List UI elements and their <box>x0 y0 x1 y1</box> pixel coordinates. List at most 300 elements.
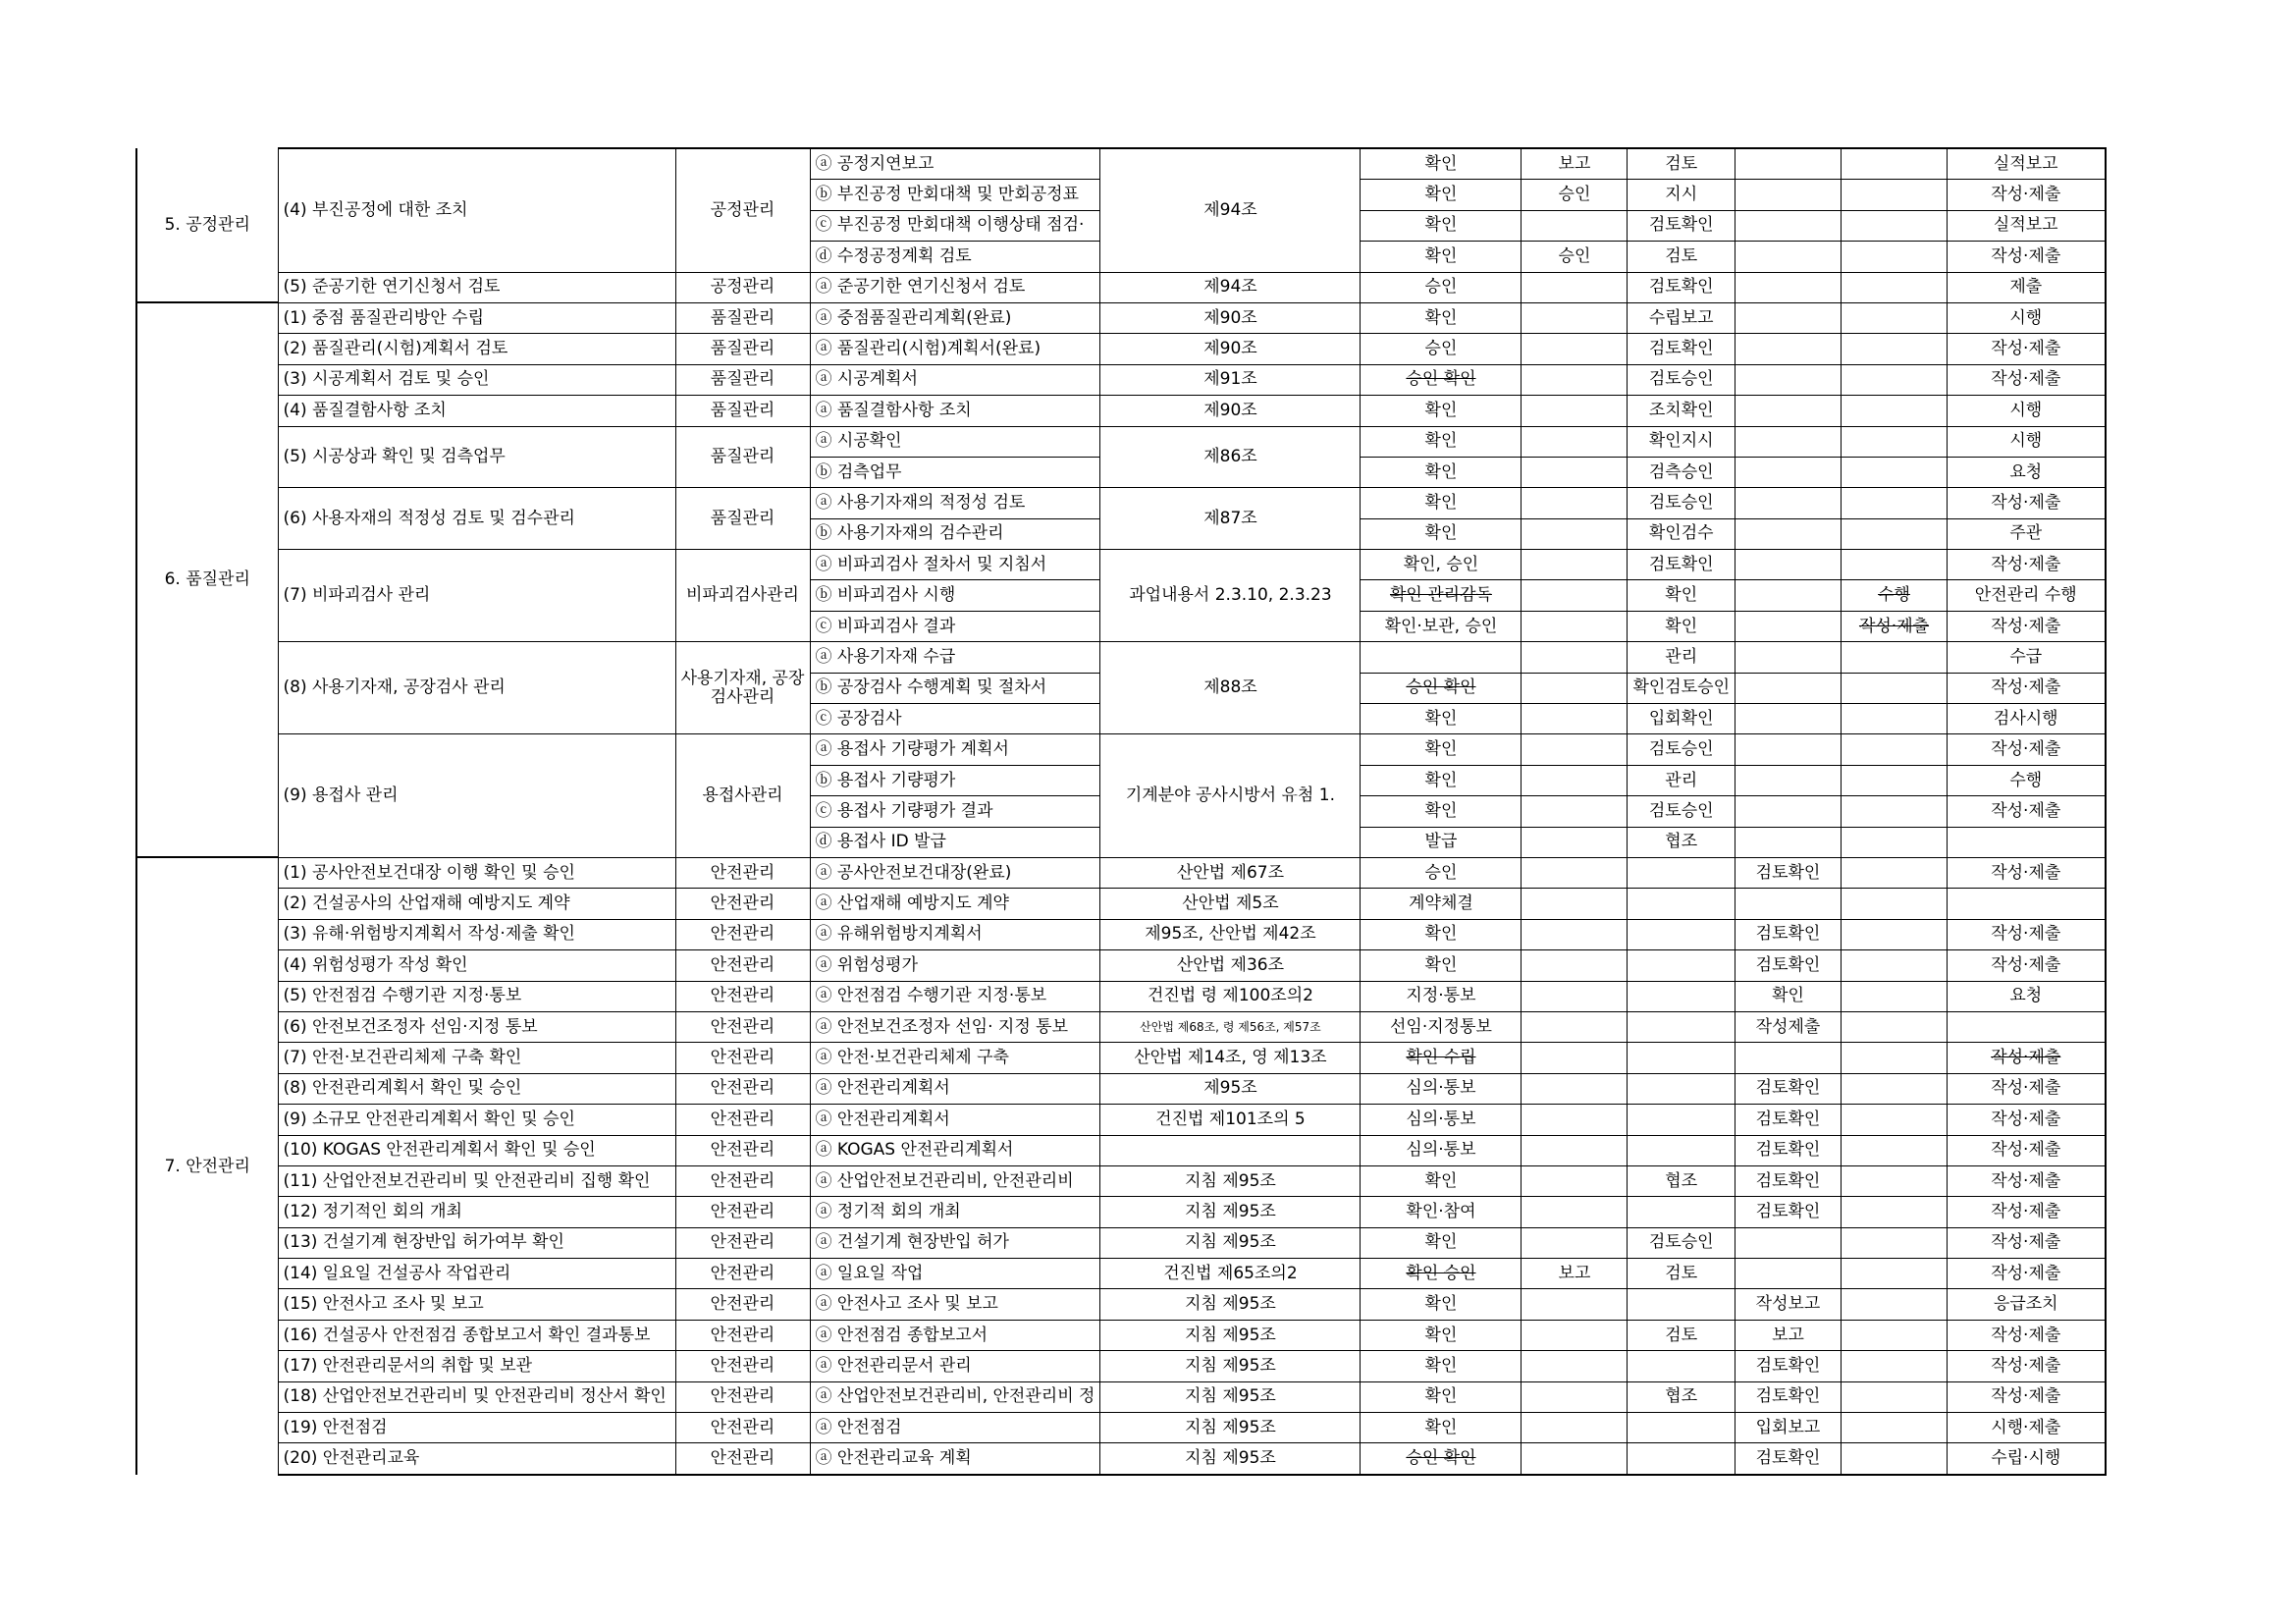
role-s6: 작성·제출 <box>1991 369 2061 390</box>
role-cell <box>1361 148 1522 180</box>
role-cell <box>1842 827 1948 857</box>
dept-cell: 용접사관리 <box>675 734 810 858</box>
role-cell <box>1948 1351 2106 1381</box>
role-s4: 검토확인 <box>1755 1355 1821 1376</box>
dept-cell: 안전관리 <box>675 889 810 919</box>
role-cell <box>1628 1413 1735 1443</box>
role-cell <box>1948 488 2106 518</box>
role-cell <box>1628 518 1735 549</box>
document-cell: ⓐ 정기적 회의 개최 <box>810 1197 1100 1227</box>
role-cell <box>1522 1351 1628 1381</box>
role-s4: 검토확인 <box>1755 1078 1821 1099</box>
role-cell <box>1948 334 2106 364</box>
role-cell <box>1735 1351 1842 1381</box>
role-cell <box>1735 673 1842 703</box>
table-row <box>136 1381 2106 1412</box>
table-row <box>136 1413 2106 1443</box>
role-cell <box>1735 518 1842 549</box>
document-cell: ⓐ 안전관리문서 관리 <box>810 1351 1100 1381</box>
role-cell <box>1628 302 1735 333</box>
role-cell <box>1522 334 1628 364</box>
role-cell <box>1842 364 1948 395</box>
role-s4: 보고 <box>1772 1325 1804 1345</box>
role-cell <box>1842 919 1948 949</box>
role-cell <box>1948 1135 2106 1165</box>
task-cell: (5) 준공기한 연기신청서 검토 <box>278 272 675 302</box>
role-cell <box>1735 642 1842 673</box>
dept-cell: 안전관리 <box>675 1165 810 1196</box>
dept-cell: 품질관리 <box>675 302 810 333</box>
role-cell <box>1628 611 1735 641</box>
role-cell <box>1842 1135 1948 1165</box>
role-s4: 입회보고 <box>1755 1417 1821 1437</box>
role-s3: 수립보고 <box>1648 307 1714 328</box>
role-cell <box>1842 210 1948 241</box>
regulation-cell: 산안법 제68조, 령 제56조, 제57조 <box>1100 1011 1361 1042</box>
document-cell: ⓐ 안전관리계획서 <box>810 1105 1100 1135</box>
role-cell <box>1361 673 1522 703</box>
role-cell <box>1948 457 2106 487</box>
role-cell <box>1842 334 1948 364</box>
document-cell: ⓐ 용접사 기량평가 계획서 <box>810 734 1100 765</box>
role-cell <box>1948 919 2106 949</box>
role-cell <box>1948 1413 2106 1443</box>
role-cell <box>1948 580 2106 611</box>
category-cell: 7. 안전관리 <box>136 857 278 1474</box>
role-s3: 지시 <box>1665 185 1698 205</box>
role-s6: 작성·제출 <box>1991 1355 2061 1376</box>
role-cell <box>1628 1227 1735 1258</box>
role-s3: 관리 <box>1665 770 1698 790</box>
role-cell <box>1842 580 1948 611</box>
document-cell: ⓐ 중점품질관리계획(완료) <box>810 302 1100 333</box>
role-s6: 작성·제출 <box>1991 1325 2061 1345</box>
role-s1: 확인·보관, 승인 <box>1384 616 1498 636</box>
role-s6: 시행·제출 <box>1991 1417 2061 1437</box>
document-cell: ⓐ 사용기자재의 적정성 검토 <box>810 488 1100 518</box>
role-s1: 승인 <box>1424 339 1458 359</box>
role-cell <box>1522 148 1628 180</box>
role-s3: 확인검수 <box>1648 523 1714 544</box>
role-cell <box>1948 673 2106 703</box>
role-cell <box>1361 1351 1522 1381</box>
role-s6: 작성·제출 <box>1991 1109 2061 1129</box>
role-cell <box>1361 704 1522 734</box>
role-cell <box>1522 1105 1628 1135</box>
role-cell <box>1628 242 1735 272</box>
role-cell <box>1628 1011 1735 1042</box>
document-cell: ⓑ 사용기자재의 검수관리 <box>810 518 1100 549</box>
table-row <box>136 981 2106 1011</box>
task-cell: (13) 건설기계 현장반입 허가여부 확인 <box>278 1227 675 1258</box>
role-s1: 확인 <box>1424 1170 1458 1191</box>
regulation-cell: 지침 제95조 <box>1100 1165 1361 1196</box>
role-cell <box>1842 1259 1948 1289</box>
dept-cell: 안전관리 <box>675 981 810 1011</box>
role-cell <box>1361 1443 1522 1475</box>
role-s1: 확인 <box>1424 492 1458 513</box>
regulation-cell: 제95조, 산안법 제42조 <box>1100 919 1361 949</box>
role-cell <box>1361 734 1522 765</box>
responsibility-matrix-table <box>135 147 2107 1476</box>
role-cell <box>1842 302 1948 333</box>
regulation-cell: 지침 제95조 <box>1100 1197 1361 1227</box>
table-body <box>136 148 2106 1475</box>
role-cell <box>1628 642 1735 673</box>
role-cell <box>1842 1105 1948 1135</box>
role-cell <box>1842 1381 1948 1412</box>
dept-cell: 품질관리 <box>675 488 810 550</box>
role-cell <box>1842 611 1948 641</box>
role-s6: 작성·제출 <box>1991 954 2061 975</box>
document-cell: ⓐ 공사안전보건대장(완료) <box>810 857 1100 888</box>
role-cell <box>1522 1381 1628 1412</box>
document-cell: ⓐ 안전보건조정자 선임· 지정 통보 <box>810 1011 1100 1042</box>
role-cell <box>1361 642 1522 673</box>
regulation-cell: 건진법 제65조의2 <box>1100 1259 1361 1289</box>
role-s6: 작성·제출 <box>1991 185 2061 205</box>
role-cell <box>1361 981 1522 1011</box>
role-cell <box>1522 673 1628 703</box>
role-s6: 작성·제출 <box>1991 1201 2061 1221</box>
role-s6: 요청 <box>2009 986 2043 1006</box>
role-cell <box>1522 1197 1628 1227</box>
role-cell <box>1735 704 1842 734</box>
role-s1: 확인 <box>1424 431 1458 452</box>
table-row <box>136 1165 2106 1196</box>
role-s6: 작성·제출 <box>1991 245 2061 266</box>
regulation-cell: 산안법 제36조 <box>1100 950 1361 981</box>
role-s1: 지정·통보 <box>1406 986 1476 1006</box>
role-cell <box>1735 1073 1842 1104</box>
role-cell <box>1842 1443 1948 1475</box>
role-cell <box>1522 550 1628 580</box>
document-cell: ⓐ 시공확인 <box>810 426 1100 457</box>
role-cell <box>1628 765 1735 795</box>
role-cell <box>1735 611 1842 641</box>
role-cell <box>1735 1289 1842 1320</box>
regulation-cell: 지침 제95조 <box>1100 1443 1361 1475</box>
document-cell: ⓐ 비파괴검사 절차서 및 지침서 <box>810 550 1100 580</box>
role-cell <box>1628 457 1735 487</box>
table-row <box>136 1320 2106 1350</box>
role-cell <box>1361 1197 1522 1227</box>
role-cell <box>1522 1259 1628 1289</box>
document-cell: ⓐ 공정지연보고 <box>810 148 1100 180</box>
role-cell <box>1522 889 1628 919</box>
role-cell <box>1842 180 1948 210</box>
task-cell: (6) 안전보건조정자 선임·지정 통보 <box>278 1011 675 1042</box>
role-s3: 검토 <box>1665 1263 1698 1283</box>
role-cell <box>1948 1105 2106 1135</box>
task-cell: (15) 안전사고 조사 및 보고 <box>278 1289 675 1320</box>
role-cell <box>1735 426 1842 457</box>
role-cell <box>1735 272 1842 302</box>
role-s1: 확인 <box>1424 461 1458 482</box>
role-s1: 확인 <box>1424 153 1458 174</box>
role-s1: 확인 수립 <box>1406 1048 1476 1068</box>
role-cell <box>1522 642 1628 673</box>
role-cell <box>1948 1443 2106 1475</box>
role-s1: 확인 승인 <box>1406 1263 1476 1283</box>
table-row <box>136 1351 2106 1381</box>
role-s6: 작성·제출 <box>1991 1078 2061 1099</box>
role-cell <box>1842 1011 1948 1042</box>
role-s1: 확인 <box>1424 523 1458 544</box>
table-row <box>136 426 2106 457</box>
dept-cell: 안전관리 <box>675 1289 810 1320</box>
role-s1: 승인 <box>1424 862 1458 883</box>
task-cell: (8) 안전관리계획서 확인 및 승인 <box>278 1073 675 1104</box>
dept-cell: 품질관리 <box>675 426 810 488</box>
role-cell <box>1735 334 1842 364</box>
role-cell <box>1628 1381 1735 1412</box>
role-s4: 작성제출 <box>1755 1016 1821 1037</box>
role-cell <box>1628 734 1735 765</box>
role-cell <box>1842 1413 1948 1443</box>
role-s3: 협조 <box>1665 1170 1698 1191</box>
table-row <box>136 1197 2106 1227</box>
role-s1: 확인 <box>1424 307 1458 328</box>
role-s1: 계약체결 <box>1409 893 1473 914</box>
table-row <box>136 950 2106 981</box>
role-cell <box>1735 981 1842 1011</box>
role-cell <box>1842 396 1948 426</box>
role-s6: 작성·제출 <box>1991 492 2061 513</box>
role-s3: 입회확인 <box>1648 708 1714 729</box>
role-cell <box>1948 210 2106 241</box>
role-cell <box>1361 302 1522 333</box>
role-cell <box>1522 1443 1628 1475</box>
role-s6: 검사시행 <box>1993 708 2058 729</box>
dept-cell: 품질관리 <box>675 364 810 395</box>
role-cell <box>1522 611 1628 641</box>
role-cell <box>1948 364 2106 395</box>
role-cell <box>1361 180 1522 210</box>
table-row <box>136 364 2106 395</box>
role-cell <box>1948 642 2106 673</box>
role-s3: 관리 <box>1665 646 1698 667</box>
role-cell <box>1628 488 1735 518</box>
role-cell <box>1628 889 1735 919</box>
dept-cell: 안전관리 <box>675 1413 810 1443</box>
role-s4: 검토확인 <box>1755 1109 1821 1129</box>
regulation-cell: 지침 제95조 <box>1100 1320 1361 1350</box>
role-cell <box>1628 1197 1735 1227</box>
regulation-cell: 건진법 령 제100조의2 <box>1100 981 1361 1011</box>
role-s3: 검토 <box>1665 153 1698 174</box>
role-s6: 작성·제출 <box>1991 800 2061 821</box>
role-cell <box>1948 611 2106 641</box>
role-cell <box>1361 765 1522 795</box>
document-cell: ⓑ 검측업무 <box>810 457 1100 487</box>
task-cell: (19) 안전점검 <box>278 1413 675 1443</box>
role-s6: 수립·시행 <box>1991 1448 2061 1469</box>
table-row <box>136 1073 2106 1104</box>
role-cell <box>1948 981 2106 1011</box>
role-cell <box>1735 1443 1842 1475</box>
dept-cell: 안전관리 <box>675 1043 810 1073</box>
document-cell: ⓐ 건설기계 현장반입 허가 <box>810 1227 1100 1258</box>
task-cell: (2) 건설공사의 산업재해 예방지도 계약 <box>278 889 675 919</box>
role-cell <box>1948 1320 2106 1350</box>
regulation-cell: 제90조 <box>1100 334 1361 364</box>
role-cell <box>1522 857 1628 888</box>
role-cell <box>1735 1381 1842 1412</box>
role-s6: 작성·제출 <box>1991 1386 2061 1407</box>
role-s2: 승인 <box>1558 185 1591 205</box>
role-s1: 발급 <box>1424 832 1458 852</box>
role-s1: 확인 <box>1424 245 1458 266</box>
document-cell: ⓐ 사용기자재 수급 <box>810 642 1100 673</box>
document-cell: ⓑ 비파괴검사 시행 <box>810 580 1100 611</box>
dept-cell: 안전관리 <box>675 1011 810 1042</box>
role-s3: 확인지시 <box>1648 431 1714 452</box>
role-s1: 확인 <box>1424 1294 1458 1315</box>
role-s3: 검토확인 <box>1648 215 1714 236</box>
role-s1: 확인 관리감독 <box>1389 585 1492 606</box>
regulation-cell: 기계분야 공사시방서 유첨 1. <box>1100 734 1361 858</box>
role-s6: 작성·제출 <box>1991 339 2061 359</box>
role-s3: 검토승인 <box>1648 800 1714 821</box>
document-cell: ⓒ 부진공정 만회대책 이행상태 점검· <box>810 210 1100 241</box>
role-cell <box>1735 396 1842 426</box>
role-s3: 협조 <box>1665 1386 1698 1407</box>
role-cell <box>1628 210 1735 241</box>
dept-cell: 안전관리 <box>675 1351 810 1381</box>
role-s3: 검토승인 <box>1648 739 1714 760</box>
role-s1: 확인 <box>1424 739 1458 760</box>
dept-cell: 안전관리 <box>675 1381 810 1412</box>
role-cell <box>1842 950 1948 981</box>
regulation-cell: 제94조 <box>1100 272 1361 302</box>
regulation-cell: 산안법 제5조 <box>1100 889 1361 919</box>
role-s5: 작성·제출 <box>1858 616 1930 636</box>
table-row <box>136 550 2106 580</box>
role-s6: 시행 <box>2009 431 2043 452</box>
role-cell <box>1735 364 1842 395</box>
role-cell <box>1842 488 1948 518</box>
role-s4: 검토확인 <box>1755 1386 1821 1407</box>
role-cell <box>1842 1197 1948 1227</box>
role-cell <box>1735 1105 1842 1135</box>
role-s6: 작성·제출 <box>1991 616 2061 636</box>
role-cell <box>1948 765 2106 795</box>
regulation-cell: 산안법 제67조 <box>1100 857 1361 888</box>
role-s4: 검토확인 <box>1755 924 1821 945</box>
role-cell <box>1522 488 1628 518</box>
document-cell: ⓐ 산업안전보건관리비, 안전관리비 정 <box>810 1381 1100 1412</box>
role-s3: 검토승인 <box>1648 1232 1714 1253</box>
role-cell <box>1628 180 1735 210</box>
role-cell <box>1628 673 1735 703</box>
role-s3: 검토확인 <box>1648 339 1714 359</box>
role-cell <box>1628 550 1735 580</box>
role-cell <box>1842 734 1948 765</box>
role-cell <box>1948 148 2106 180</box>
role-s4: 검토확인 <box>1755 1201 1821 1221</box>
role-s2: 승인 <box>1558 245 1591 266</box>
role-cell <box>1361 1259 1522 1289</box>
role-cell <box>1361 857 1522 888</box>
role-cell <box>1842 518 1948 549</box>
document-cell: ⓐ 산업안전보건관리비, 안전관리비 <box>810 1165 1100 1196</box>
role-s4: 검토확인 <box>1755 1448 1821 1469</box>
document-cell: ⓐ 안전점검 종합보고서 <box>810 1320 1100 1350</box>
role-cell <box>1842 642 1948 673</box>
role-s1: 확인·참여 <box>1406 1201 1476 1221</box>
role-cell <box>1522 1413 1628 1443</box>
role-s4: 검토확인 <box>1755 1140 1821 1161</box>
role-cell <box>1948 518 2106 549</box>
role-cell <box>1522 1043 1628 1073</box>
dept-cell: 공정관리 <box>675 272 810 302</box>
role-cell <box>1628 426 1735 457</box>
role-s3: 검측승인 <box>1648 461 1714 482</box>
role-cell <box>1735 1320 1842 1350</box>
table-row <box>136 1011 2106 1042</box>
role-cell <box>1628 827 1735 857</box>
dept-cell: 안전관리 <box>675 1227 810 1258</box>
regulation-cell: 제90조 <box>1100 302 1361 333</box>
document-cell: ⓐ 유해위험방지계획서 <box>810 919 1100 949</box>
role-s1: 확인 <box>1424 1325 1458 1345</box>
role-s6: 작성·제출 <box>1991 677 2061 698</box>
role-cell <box>1361 1289 1522 1320</box>
role-cell <box>1361 1105 1522 1135</box>
role-cell <box>1948 1259 2106 1289</box>
role-cell <box>1735 1227 1842 1258</box>
regulation-cell: 제91조 <box>1100 364 1361 395</box>
role-s6: 시행 <box>2009 307 2043 328</box>
dept-cell: 품질관리 <box>675 334 810 364</box>
role-s4: 검토확인 <box>1755 862 1821 883</box>
task-cell: (6) 사용자재의 적정성 검토 및 검수관리 <box>278 488 675 550</box>
role-cell <box>1628 1043 1735 1073</box>
table-row <box>136 734 2106 765</box>
category-cell: 5. 공정관리 <box>136 148 278 302</box>
role-cell <box>1522 1073 1628 1104</box>
role-cell <box>1948 272 2106 302</box>
role-cell <box>1842 796 1948 827</box>
task-cell: (4) 위험성평가 작성 확인 <box>278 950 675 981</box>
table-row <box>136 919 2106 949</box>
document-cell: ⓐ 안전관리계획서 <box>810 1073 1100 1104</box>
table-row <box>136 1289 2106 1320</box>
document-cell: ⓐ 안전·보건관리체제 구축 <box>810 1043 1100 1073</box>
role-cell <box>1842 1320 1948 1350</box>
task-cell: (5) 안전점검 수행기관 지정·통보 <box>278 981 675 1011</box>
role-cell <box>1628 272 1735 302</box>
role-cell <box>1735 1413 1842 1443</box>
role-cell <box>1361 426 1522 457</box>
task-cell: (12) 정기적인 회의 개최 <box>278 1197 675 1227</box>
table-row <box>136 272 2106 302</box>
role-cell <box>1361 1320 1522 1350</box>
document-cell: ⓑ 공장검사 수행계획 및 절차서 <box>810 673 1100 703</box>
role-s6: 작성·제출 <box>1991 924 2061 945</box>
role-cell <box>1842 1043 1948 1073</box>
role-s1: 확인 <box>1424 185 1458 205</box>
role-s1: 확인 <box>1424 215 1458 236</box>
role-s6: 시행 <box>2009 400 2043 420</box>
role-cell <box>1361 1135 1522 1165</box>
role-cell <box>1361 334 1522 364</box>
role-cell <box>1628 580 1735 611</box>
table-row <box>136 1135 2106 1165</box>
task-cell: (2) 품질관리(시험)계획서 검토 <box>278 334 675 364</box>
dept-cell: 안전관리 <box>675 1105 810 1135</box>
